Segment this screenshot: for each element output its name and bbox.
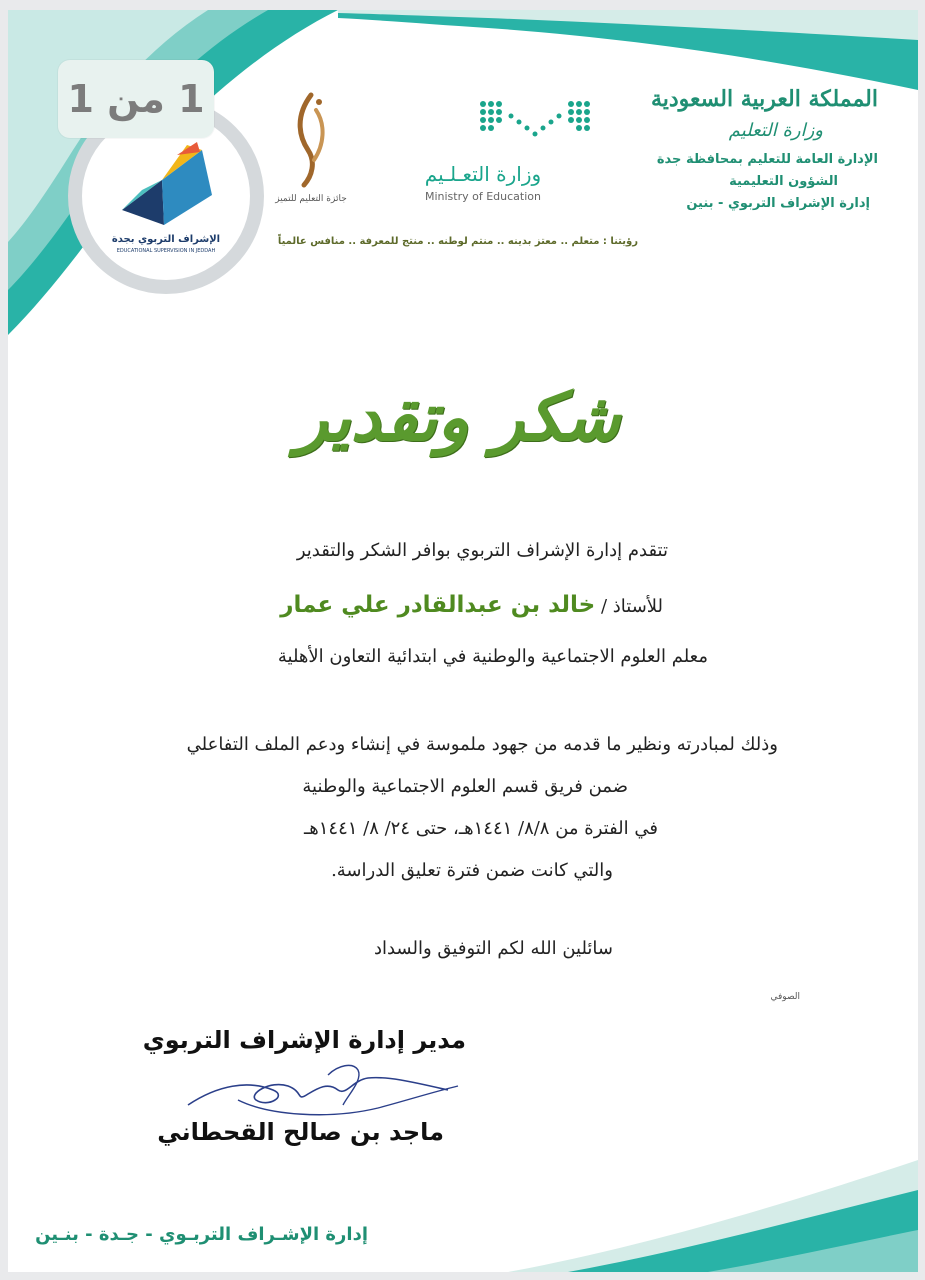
letter-intro: تتقدم إدارة الإشراف التربوي بوافر الشكر والتقدير (296, 540, 668, 561)
book-icon (102, 140, 232, 230)
kingdom-title: المملكة العربية السعودية (650, 86, 878, 112)
admin-line-3: إدارة الإشراف التربوي - بنين (686, 196, 870, 211)
recipient-line (280, 592, 663, 618)
moe-name-en: Ministry of Education (424, 190, 541, 203)
body-line-3: في الفترة من ٨/٨/ ١٤٤١هـ، حتى ٢٤/ ٨/ ١٤٤١هـ (303, 818, 658, 839)
award-logo (276, 90, 346, 230)
body-line-4: والتي كانت ضمن فترة تعليق الدراسة. (331, 860, 613, 881)
closing-line: سائلين الله لكم التوفيق والسداد (373, 938, 613, 959)
typist-initials: الصوفي (770, 992, 800, 1002)
signatory-name: ماجد بن صالح القحطاني (157, 1118, 444, 1146)
supervision-logo-ar: الإشراف التربوي بجدة (111, 234, 221, 245)
moe-logo (413, 98, 553, 218)
body-line-2: ضمن فريق قسم العلوم الاجتماعية والوطنية (302, 776, 628, 797)
moe-dots-icon (475, 98, 600, 148)
admin-line-1: الإدارة العامة للتعليم بمحافظة جدة (656, 152, 878, 167)
admin-line-2: الشؤون التعليمية (729, 174, 838, 189)
calligraphy-emblem-icon (286, 90, 336, 190)
footer-text: إدارة الإشـراف التربـوي - جـدة - بنـين (35, 1224, 368, 1245)
signatory-position: مدير إدارة الإشراف التربوي (142, 1026, 466, 1054)
page-counter-badge: 1 من 1 (58, 60, 214, 138)
certificate-title: شكر وتقدير (295, 378, 621, 456)
moe-name-ar: وزارة التعـلـيم (424, 162, 542, 186)
ministry-calligraphy: وزارة التعليم (728, 120, 823, 141)
vision-statement: رؤيتنا : متعلم .. معتز بدينه .. منتم لوطنه .. منتج للمعرفة .. منافس عالمياً (277, 236, 638, 247)
recipient-prefix: للأستاذ / (595, 596, 663, 617)
recipient-role: معلم العلوم الاجتماعية والوطنية في ابتدائية التعاون الأهلية (277, 646, 708, 667)
supervision-logo-en: EDUCATIONAL SUPERVISION IN JEDDAH (116, 248, 216, 254)
body-line-1: وذلك لمبادرته ونظير ما قدمه من جهود ملموسة في إنشاء ودعم الملف التفاعلي (186, 734, 778, 755)
certificate-sheet (8, 10, 918, 1272)
award-logo-text: جائزة التعليم للتميز (275, 194, 347, 204)
bottom-right-swoosh (508, 1160, 918, 1272)
recipient-name: خالد بن عبدالقادر علي عمار (280, 592, 596, 618)
